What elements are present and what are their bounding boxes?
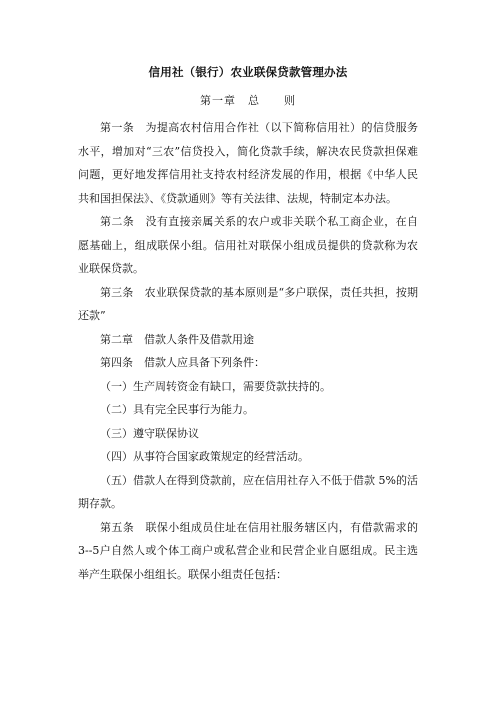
condition-2: （二）具有完全民事行为能力。: [100, 403, 254, 416]
article-4: 第四条 借款人应具备下列条件：: [100, 356, 265, 369]
document-title: 信用社（银行）农业联保贷款管理办法: [148, 65, 348, 79]
condition-3: （三）遵守联保协议: [100, 426, 199, 440]
article-5: 第五条 联保小组成员住址在信用社服务辖区内，有借款需求的3--5户自然人或个体工商户或私营企业和民营企业自愿组成。民主选举产生联保小组组长。联保小组责任包括：: [78, 520, 418, 581]
document-body: [78, 116, 418, 586]
article-3: 第三条 农业联保贷款的基本原则是“多户联保，责任共担，按期还款”: [78, 285, 418, 322]
condition-4: （四）从事符合国家政策规定的经营活动。: [100, 450, 309, 463]
chapter-heading: 第一章 总 则: [200, 94, 296, 107]
condition-1: （一）生产周转资金有缺口，需要贷款扶持的。: [100, 379, 331, 393]
article-2: 第二条 没有直接亲属关系的农户或非关联个私工商企业，在自愿基础上，组成联保小组。信用社对联保小组成员提供的贷款称为农业联保贷款。: [78, 215, 418, 275]
condition-5: （五）借款人在得到贷款前，应在信用社存入不低于借款 5%的活期存款。: [78, 473, 418, 510]
article-1: 第一条 为提高农村信用合作社（以下简称信用社）的信贷服务水平，增加对“三农”信贷投入，简化贷款手续，解决农民贷款担保难问题，更好地发挥信用社支持农村经济发展的作用，根据《中华人民共和国担保法》、《贷款通则》等有关法律、法规，特制定本办法。: [78, 121, 418, 205]
chapter-2-heading: 第二章 借款人条件及借款用途: [100, 332, 254, 346]
